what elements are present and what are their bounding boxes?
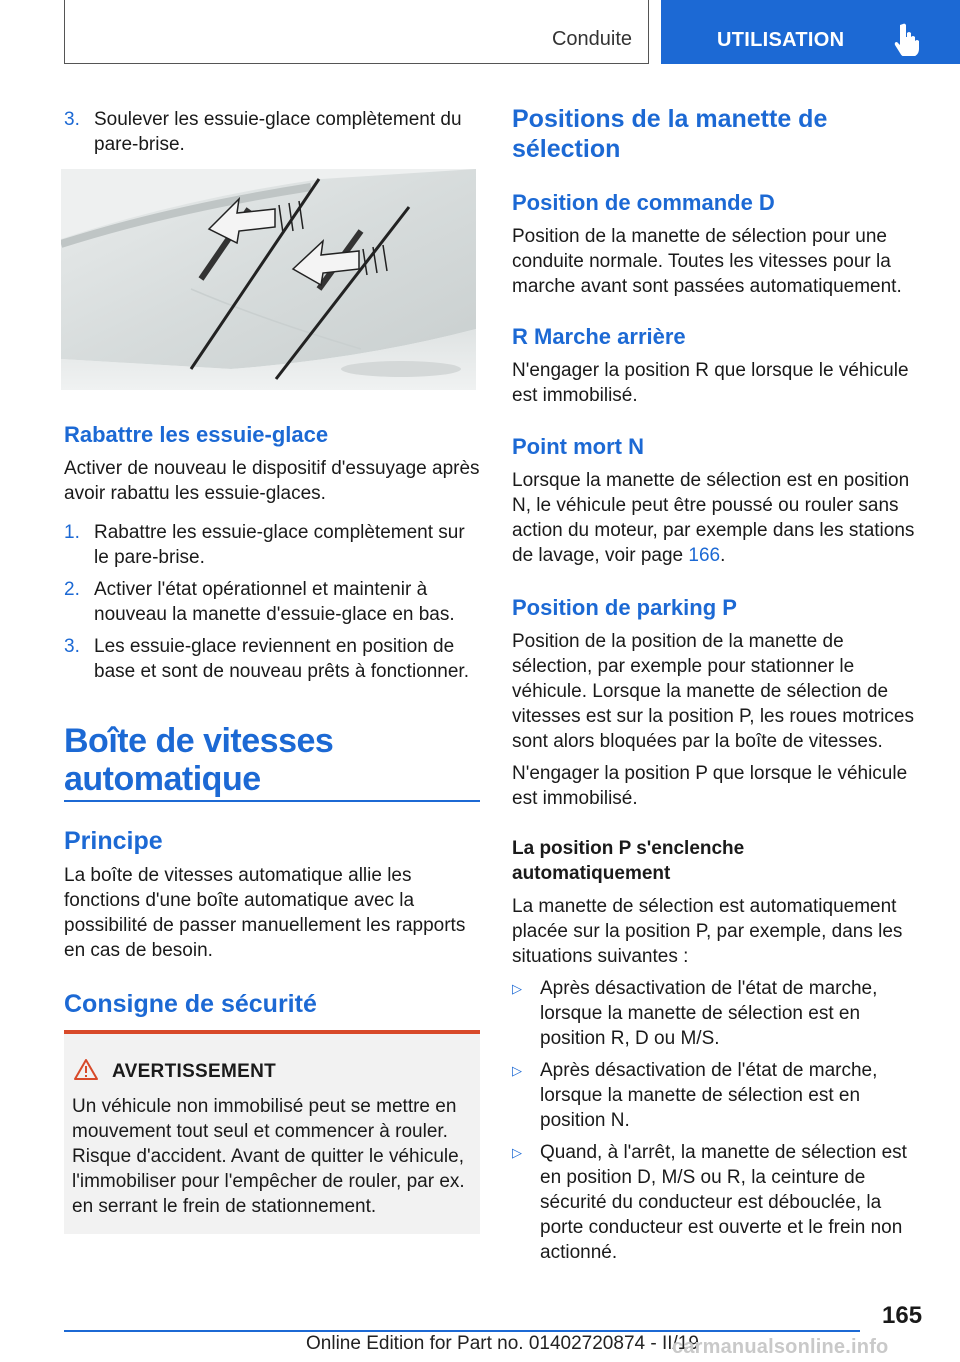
chapter-tab-label: UTILISATION	[717, 29, 845, 51]
bullet-arrow-icon: ▷	[512, 1063, 522, 1078]
heading-position-d: Position de commande D	[512, 190, 775, 215]
warning-box	[64, 1030, 480, 1234]
list-item: ▷ Quand, à l'arrêt, la manette de sélection est en position D, M/S ou R, la ceinture de sécurité du conducteur est débouclée, la porte conducteur est ouverte et le frein non actionné.	[512, 1142, 907, 1263]
heading-rule	[64, 800, 480, 802]
page-link[interactable]: 166	[688, 545, 721, 566]
paragraph: N'engager la position R que lorsque le véhicule est immobilisé.	[512, 360, 909, 406]
heading-position-n: Point mort N	[512, 434, 644, 459]
list-item: ▷ Après désactivation de l'état de marche, lorsque la manette de sélection est en position R, D ou M/S.	[512, 978, 878, 1049]
warning-title: AVERTISSEMENT	[112, 1061, 277, 1082]
heading-position-r: R Marche arrière	[512, 324, 686, 349]
heading-positions: Positions de la manette de sélection	[512, 105, 828, 163]
heading-rabattre: Rabattre les essuie-glace	[64, 422, 329, 447]
bullet-arrow-icon: ▷	[512, 981, 522, 996]
paragraph: La manette de sélection est automatiquement placée sur la position P, par exemple, dans les situations suivantes :	[512, 896, 903, 967]
footer-rule	[64, 1330, 860, 1332]
footer-edition: Online Edition for Part no. 01402720874 - II/19	[306, 1333, 699, 1354]
chapter-tab	[661, 0, 960, 64]
pointing-hand-icon	[893, 22, 923, 56]
list-item: 3. Les essuie-glace reviennent en position de base et sont de nouveau prêts à fonctionner.	[64, 636, 469, 682]
list-item: 2. Activer l'état opérationnel et maintenir à nouveau la manette d'essuie-glace en bas.	[64, 579, 455, 625]
windshield-wiper-illustration	[61, 169, 476, 390]
page-number: 165	[882, 1302, 923, 1329]
paragraph: La boîte de vitesses automatique allie les fonctions d'une boîte automatique avec la possibilité de passer manuellement les rapports en cas de besoin.	[64, 865, 466, 961]
list-item: ▷ Après désactivation de l'état de marche, lorsque la manette de sélection est en position N.	[512, 1060, 878, 1131]
warning-text: Un véhicule non immobilisé peut se mettre en mouvement tout seul et commencer à rouler. Risque d'accident. Avant de quitter le véhicule, l'immobiliser pour l'empêcher de rouler, par ex. en serrant le frein de stationnement.	[72, 1096, 465, 1217]
paragraph: Lorsque la manette de sélection est en position N, le véhicule peut être poussé ou rouler sans action du moteur, par exemple dans les stations de lavage, voir page 166.	[512, 470, 915, 566]
watermark: carmanualsonline.info	[672, 1336, 889, 1358]
paragraph: N'engager la position P que lorsque le véhicule est immobilisé.	[512, 763, 908, 809]
paragraph: Activer de nouveau le dispositif d'essuyage après avoir rabattu les essuie-glaces.	[64, 458, 480, 504]
chapter-heading: Boîte de vitesses automatique	[64, 722, 334, 798]
list-item: 1. Rabattre les essuie-glace complètement sur le pare-brise.	[64, 522, 465, 568]
section-title: Conduite	[551, 28, 632, 50]
header-left-box	[64, 0, 649, 64]
paragraph: Position de la manette de sélection pour une conduite normale. Toutes les vitesses pour la marche avant sont passées automatiquement.	[512, 226, 902, 297]
heading-auto-p: La position P s'enclenche automatiquement	[512, 838, 745, 884]
paragraph: Position de la position de la manette de sélection, par exemple pour stationner le véhicule. Lorsque la manette de sélection de vitesses est sur la position P, les roues motrices sont alors bloquées par la boîte de vitesses.	[512, 631, 914, 752]
heading-position-p: Position de parking P	[512, 595, 737, 620]
heading-principe: Principe	[64, 827, 163, 855]
warning-triangle-icon	[73, 1058, 99, 1081]
list-item: 3. Soulever les essuie-glace complètement du pare-brise.	[64, 109, 462, 155]
bullet-arrow-icon: ▷	[512, 1145, 522, 1160]
heading-consigne: Consigne de sécurité	[64, 990, 317, 1018]
